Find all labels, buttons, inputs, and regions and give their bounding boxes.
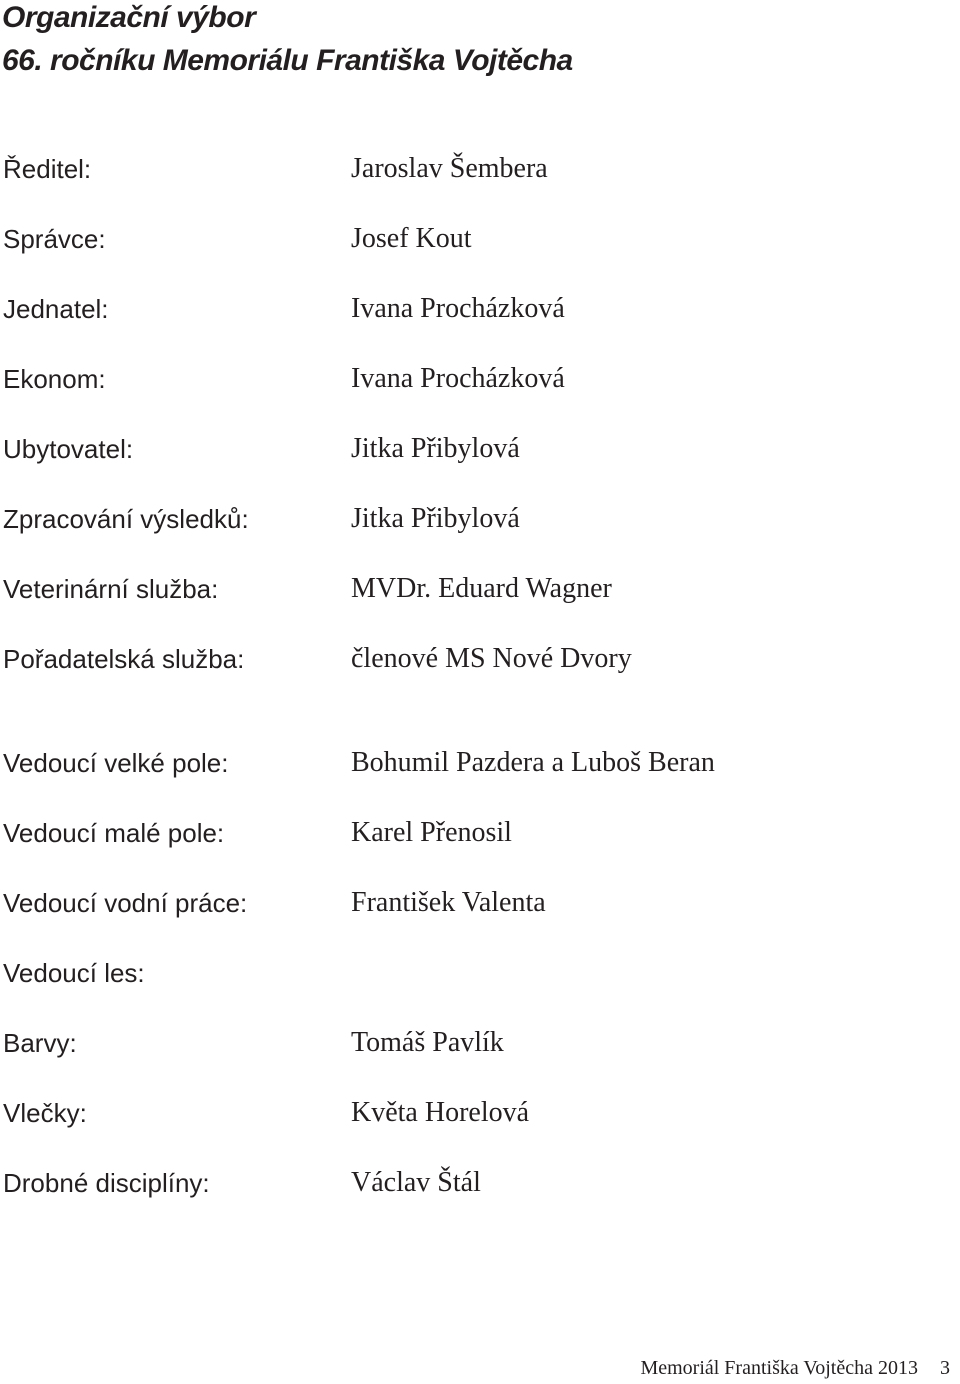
role-value: Tomáš Pavlík <box>351 1027 504 1058</box>
role-label: Vedoucí vodní práce: <box>3 888 248 918</box>
role-row-minor-disciplines <box>0 1163 960 1203</box>
page-number: 3 <box>940 1357 950 1379</box>
role-row-veterinary <box>0 569 960 609</box>
role-label: Ubytovatel: <box>3 434 134 464</box>
role-row-administrator <box>0 219 960 259</box>
role-value: Václav Štál <box>351 1167 481 1198</box>
role-row-forest <box>0 953 960 993</box>
role-label: Jednatel: <box>3 294 109 324</box>
role-row-drags <box>0 1093 960 1133</box>
role-value: členové MS Nové Dvory <box>351 643 632 674</box>
role-label: Správce: <box>3 224 106 254</box>
role-row-water-work <box>0 883 960 923</box>
role-label: Veterinární služba: <box>3 574 219 604</box>
role-row-economist <box>0 359 960 399</box>
role-row-stewards <box>0 639 960 679</box>
role-row-tracking <box>0 1023 960 1063</box>
role-value: Jaroslav Šembera <box>351 153 548 184</box>
role-value: Karel Přenosil <box>351 817 512 848</box>
role-value: Josef Kout <box>351 223 472 254</box>
page-title-line-2: 66. ročníku Memoriálu Františka Vojtěcha <box>2 44 573 77</box>
role-label: Vedoucí les: <box>3 958 145 988</box>
role-value: Jitka Přibylová <box>351 433 520 464</box>
footer-title: Memoriál Františka Vojtěcha 2013 <box>640 1357 918 1379</box>
page-title-line-1: Organizační výbor <box>2 1 256 34</box>
role-label: Barvy: <box>3 1028 77 1058</box>
role-label: Ředitel: <box>3 154 92 184</box>
role-row-secretary <box>0 289 960 329</box>
role-value: Ivana Procházková <box>351 363 565 394</box>
role-value: František Valenta <box>351 887 546 918</box>
role-label: Zpracování výsledků: <box>3 504 249 534</box>
role-row-large-field <box>0 743 960 783</box>
role-label: Vedoucí velké pole: <box>3 748 229 778</box>
role-label: Vedoucí malé pole: <box>3 818 225 848</box>
role-value: Jitka Přibylová <box>351 503 520 534</box>
role-row-small-field <box>0 813 960 853</box>
role-row-results <box>0 499 960 539</box>
role-label: Drobné disciplíny: <box>3 1168 210 1198</box>
role-label: Pořadatelská služba: <box>3 644 245 674</box>
role-label: Vlečky: <box>3 1098 87 1128</box>
role-value: Ivana Procházková <box>351 293 565 324</box>
role-value: Bohumil Pazdera a Luboš Beran <box>351 747 715 778</box>
role-label: Ekonom: <box>3 364 106 394</box>
page-footer <box>640 1355 950 1381</box>
role-value: Květa Horelová <box>351 1097 530 1128</box>
role-value: MVDr. Eduard Wagner <box>351 573 612 604</box>
role-row-accommodation <box>0 429 960 469</box>
role-row-director <box>0 149 960 189</box>
